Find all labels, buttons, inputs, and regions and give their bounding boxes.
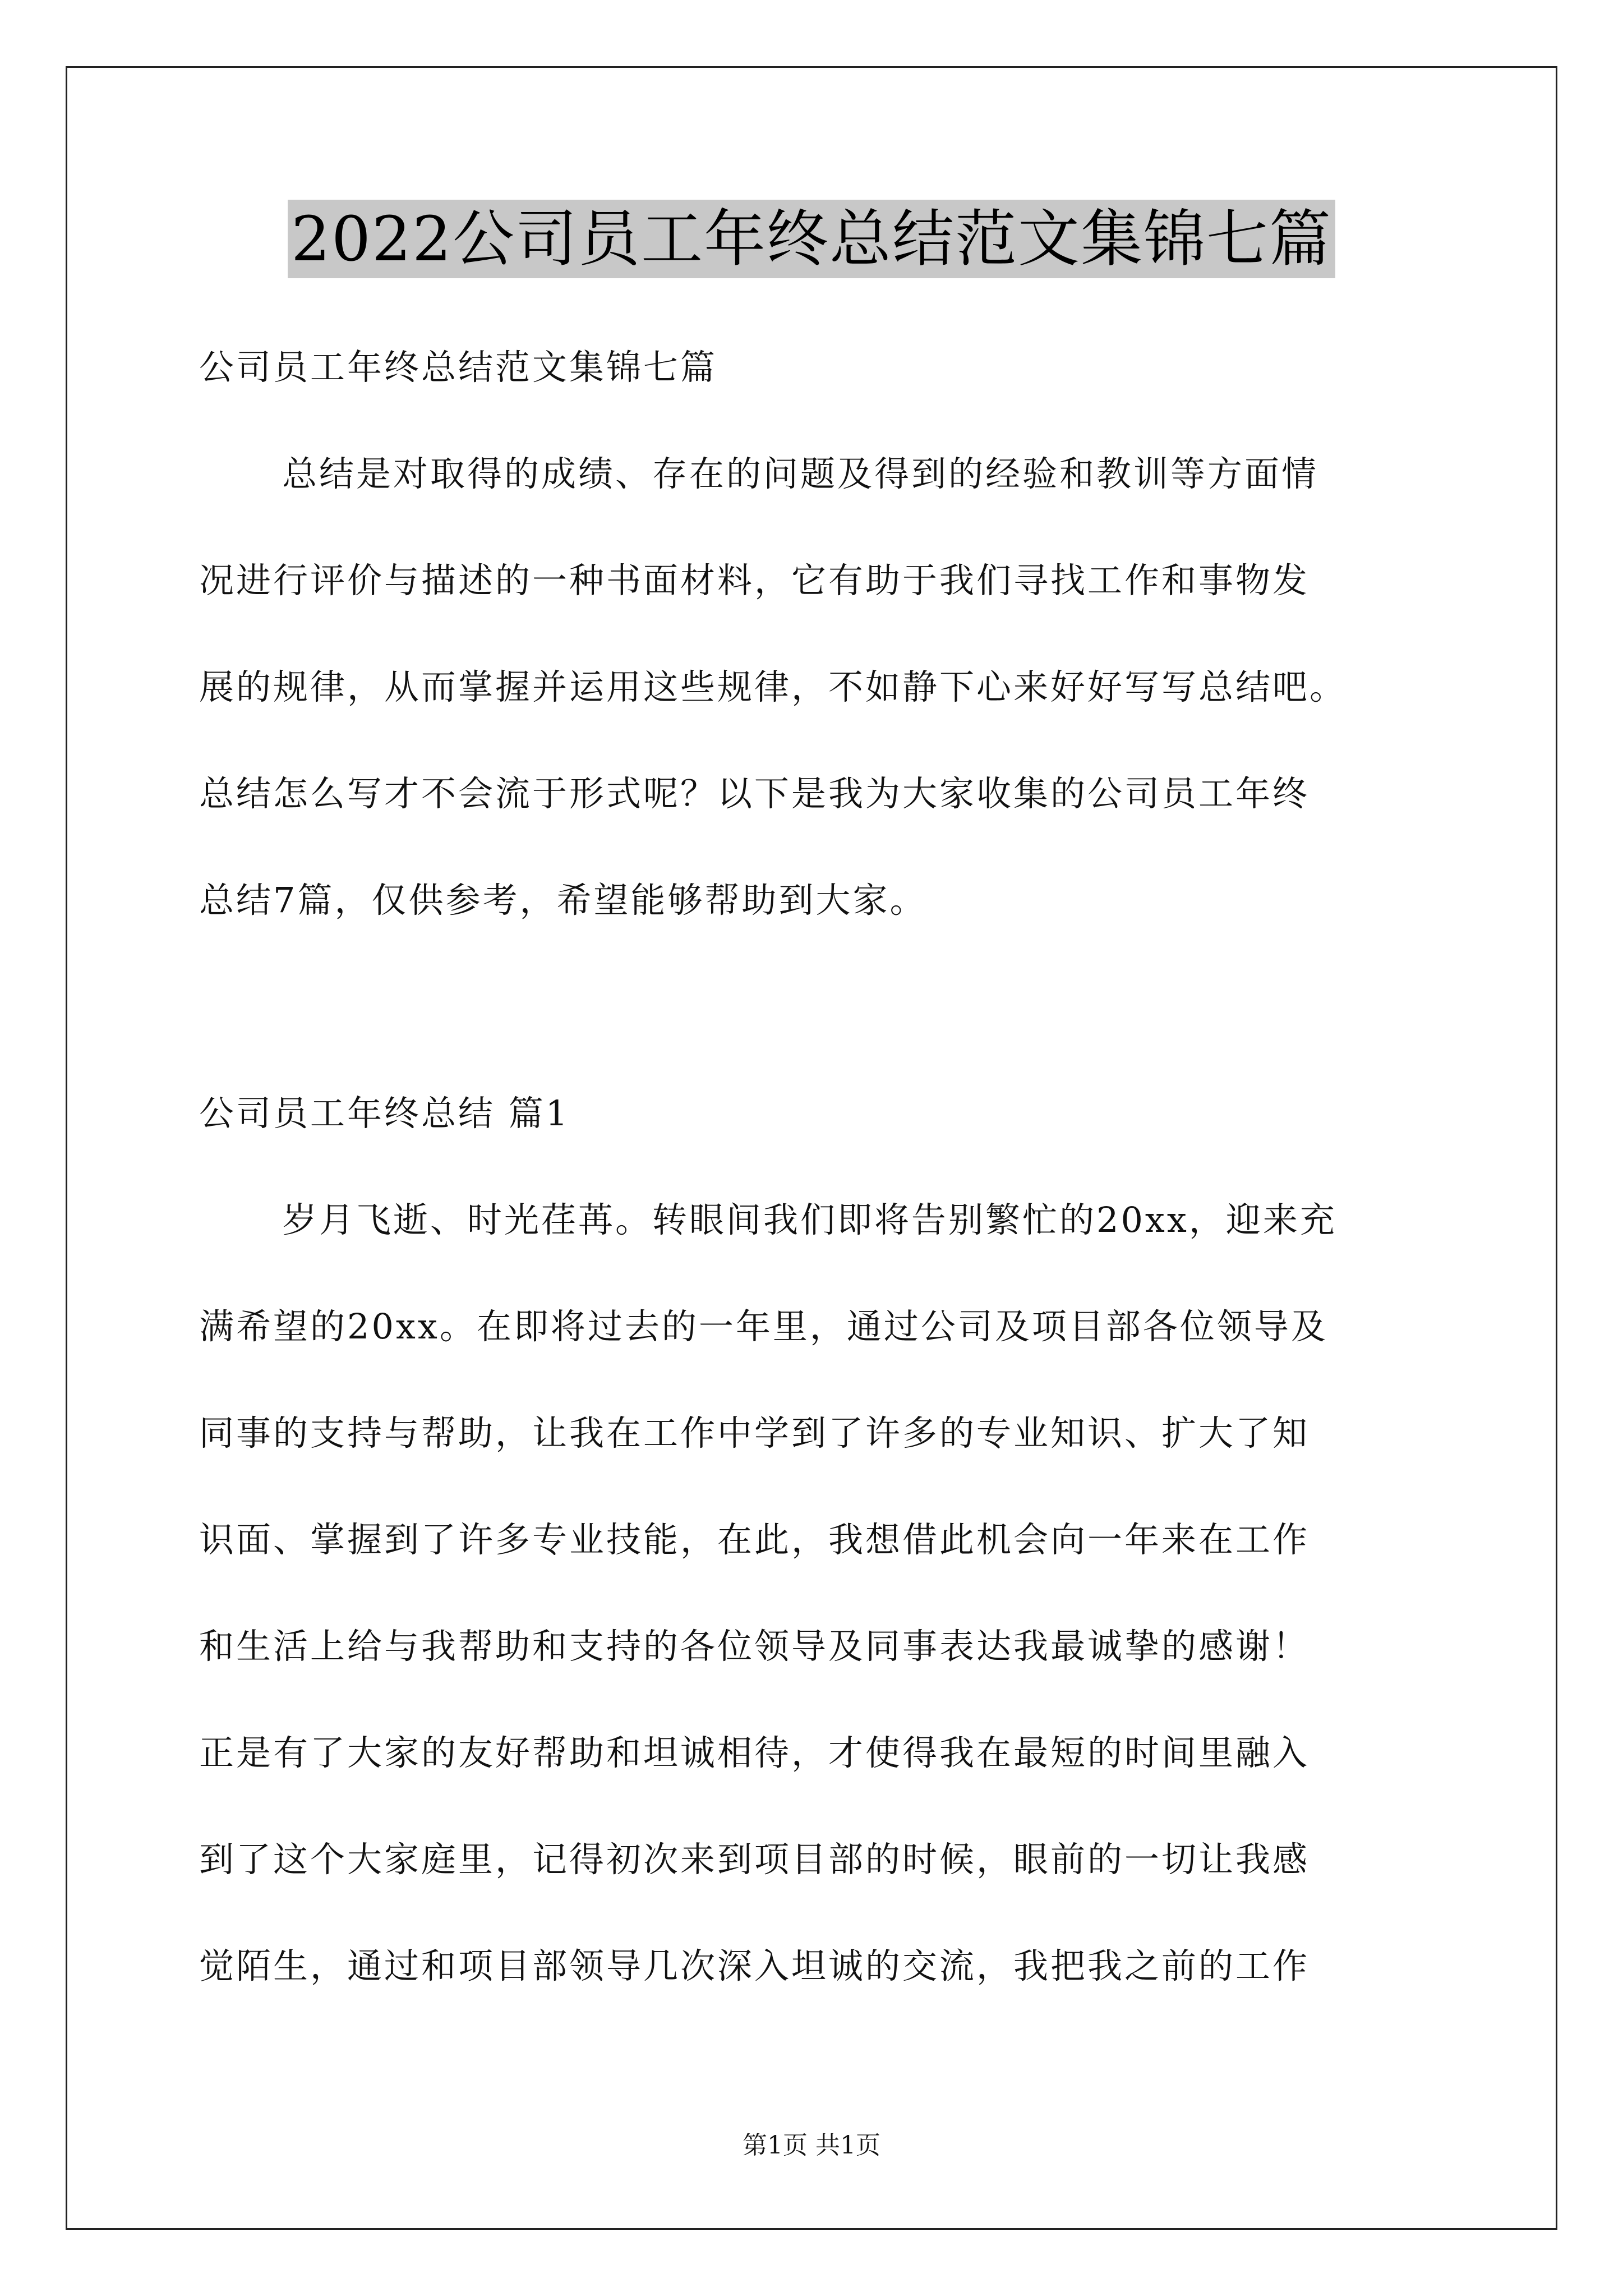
document-title: 2022公司员工年终总结范文集锦七篇 <box>288 200 1335 278</box>
document-subtitle: 公司员工年终总结范文集锦七篇 <box>199 347 718 388</box>
section-line: 岁月飞逝、时光荏苒。转眼间我们即将告别繁忙的20xx，迎来充 <box>282 1199 1337 1240</box>
section-line: 到了这个大家庭里，记得初次来到项目部的时候，眼前的一切让我感 <box>199 1839 1310 1880</box>
section-heading: 公司员工年终总结 篇1 <box>199 1093 570 1134</box>
intro-line: 总结是对取得的成绩、存在的问题及得到的经验和教训等方面情 <box>282 453 1319 494</box>
intro-line: 况进行评价与描述的一种书面材料，它有助于我们寻找工作和事物发 <box>199 560 1310 601</box>
section-line: 识面、掌握到了许多专业技能，在此，我想借此机会向一年来在工作 <box>199 1519 1310 1560</box>
page-footer: 第1页 共1页 <box>743 2131 880 2160</box>
section-line: 正是有了大家的友好帮助和坦诚相待，才使得我在最短的时间里融入 <box>199 1732 1310 1773</box>
document-body <box>199 314 1450 2019</box>
title-container <box>0 200 1623 278</box>
intro-line: 总结7篇，仅供参考，希望能够帮助到大家。 <box>199 880 927 921</box>
section-line: 同事的支持与帮助，让我在工作中学到了许多的专业知识、扩大了知 <box>199 1412 1310 1453</box>
section-line: 觉陌生，通过和项目部领导几次深入坦诚的交流，我把我之前的工作 <box>199 1945 1310 1986</box>
intro-line: 展的规律，从而掌握并运用这些规律，不如静下心来好好写写总结吧。 <box>199 666 1347 707</box>
section-line: 满希望的20xx。在即将过去的一年里，通过公司及项目部各位领导及 <box>199 1306 1328 1347</box>
section-line: 和生活上给与我帮助和支持的各位领导及同事表达我最诚挚的感谢！ <box>199 1626 1310 1667</box>
intro-line: 总结怎么写才不会流于形式呢？以下是我为大家收集的公司员工年终 <box>199 773 1310 814</box>
